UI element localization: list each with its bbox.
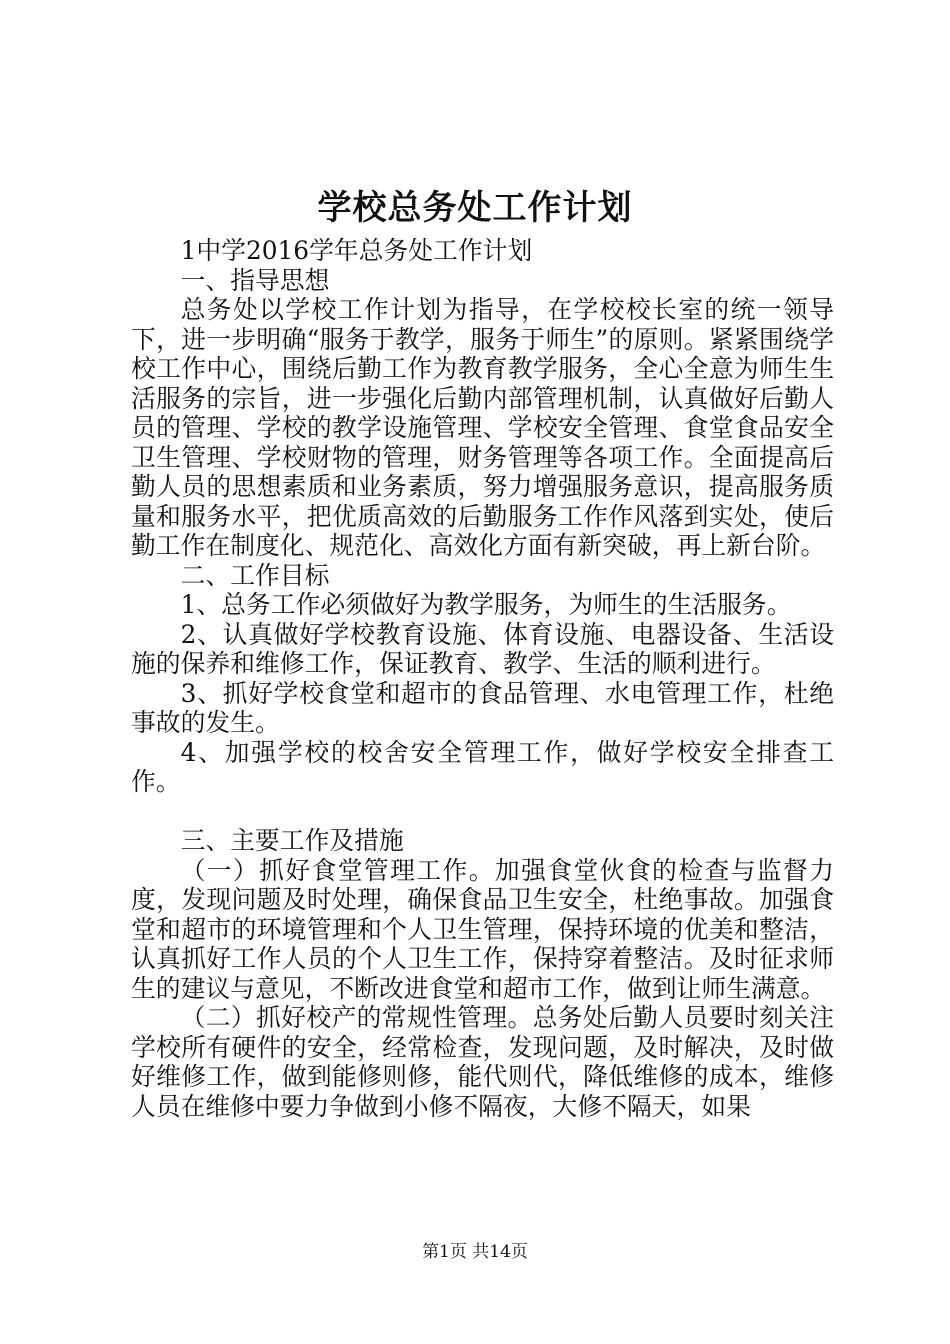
goal-item-1: 1、总务工作必须做好为教学服务，为师生的生活服务。: [180, 590, 792, 619]
goal-item-3: 3、抓好学校食堂和超市的食品管理、水电管理工作，杜绝事故的发生。: [131, 678, 834, 737]
paragraph-guiding-ideology: 总务处以学校工作计划为指导，在学校校长室的统一领导下，进一步明确“服务于教学，服务于师生”的原则。紧紧围绕学校工作中心，围绕后勤工作为教育教学服务，全心全意为师生生活服务的宗旨，进一步强化后勤内部管理机制，认真做好后勤人员的管理、学校的教学设施管理、学校安全管理、食堂食品安全卫生管理、学校财物的管理，财务管理等各项工作。全面提高后勤人员的思想素质和业务素质，努力增强服务意识，提高服务质量和服务水平，把优质高效的后勤服务工作作风落到实处，使后勤工作在制度化、规范化、高效化方面有新突破，再上新台阶。: [131, 295, 834, 560]
measure-paragraph-2: （二）抓好校产的常规性管理。总务处后勤人员要时刻关注学校所有硬件的安全，经常检查，发现问题，及时解决，及时做好维修工作，做到能修则修，能代则代，降低维修的成本，维修人员在维修中要力争做到小修不隔夜，大修不隔天，如果: [131, 1003, 834, 1121]
measure-paragraph-1: （一）抓好食堂管理工作。加强食堂伙食的检查与监督力度，发现问题及时处理，确保食品卫生安全，杜绝事故。加强食堂和超市的环境管理和个人卫生管理，保持环境的优美和整洁，认真抓好工作人员的个人卫生工作，保持穿着整洁。及时征求师生的建议与意见，不断改进食堂和超市工作，做到让师生满意。: [131, 855, 834, 1003]
section-heading-main-work: 三、主要工作及措施: [180, 826, 404, 855]
page-title: 学校总务处工作计划: [317, 188, 633, 228]
document-subtitle: 1中学2016学年总务处工作计划: [180, 236, 533, 265]
goal-item-4: 4、加强学校的校舍安全管理工作，做好学校安全排查工作。: [131, 737, 834, 796]
page-footer: 第1页 共14页: [422, 1242, 528, 1262]
section-heading-guiding-ideology: 一、指导思想: [180, 265, 330, 295]
goal-item-2: 2、认真做好学校教育设施、体育设施、电器设备、生活设施的保养和维修工作，保证教育、教学、生活的顺利进行。: [131, 619, 834, 678]
section-heading-work-goals: 二、工作目标: [180, 560, 330, 590]
document-body: [131, 236, 834, 1121]
